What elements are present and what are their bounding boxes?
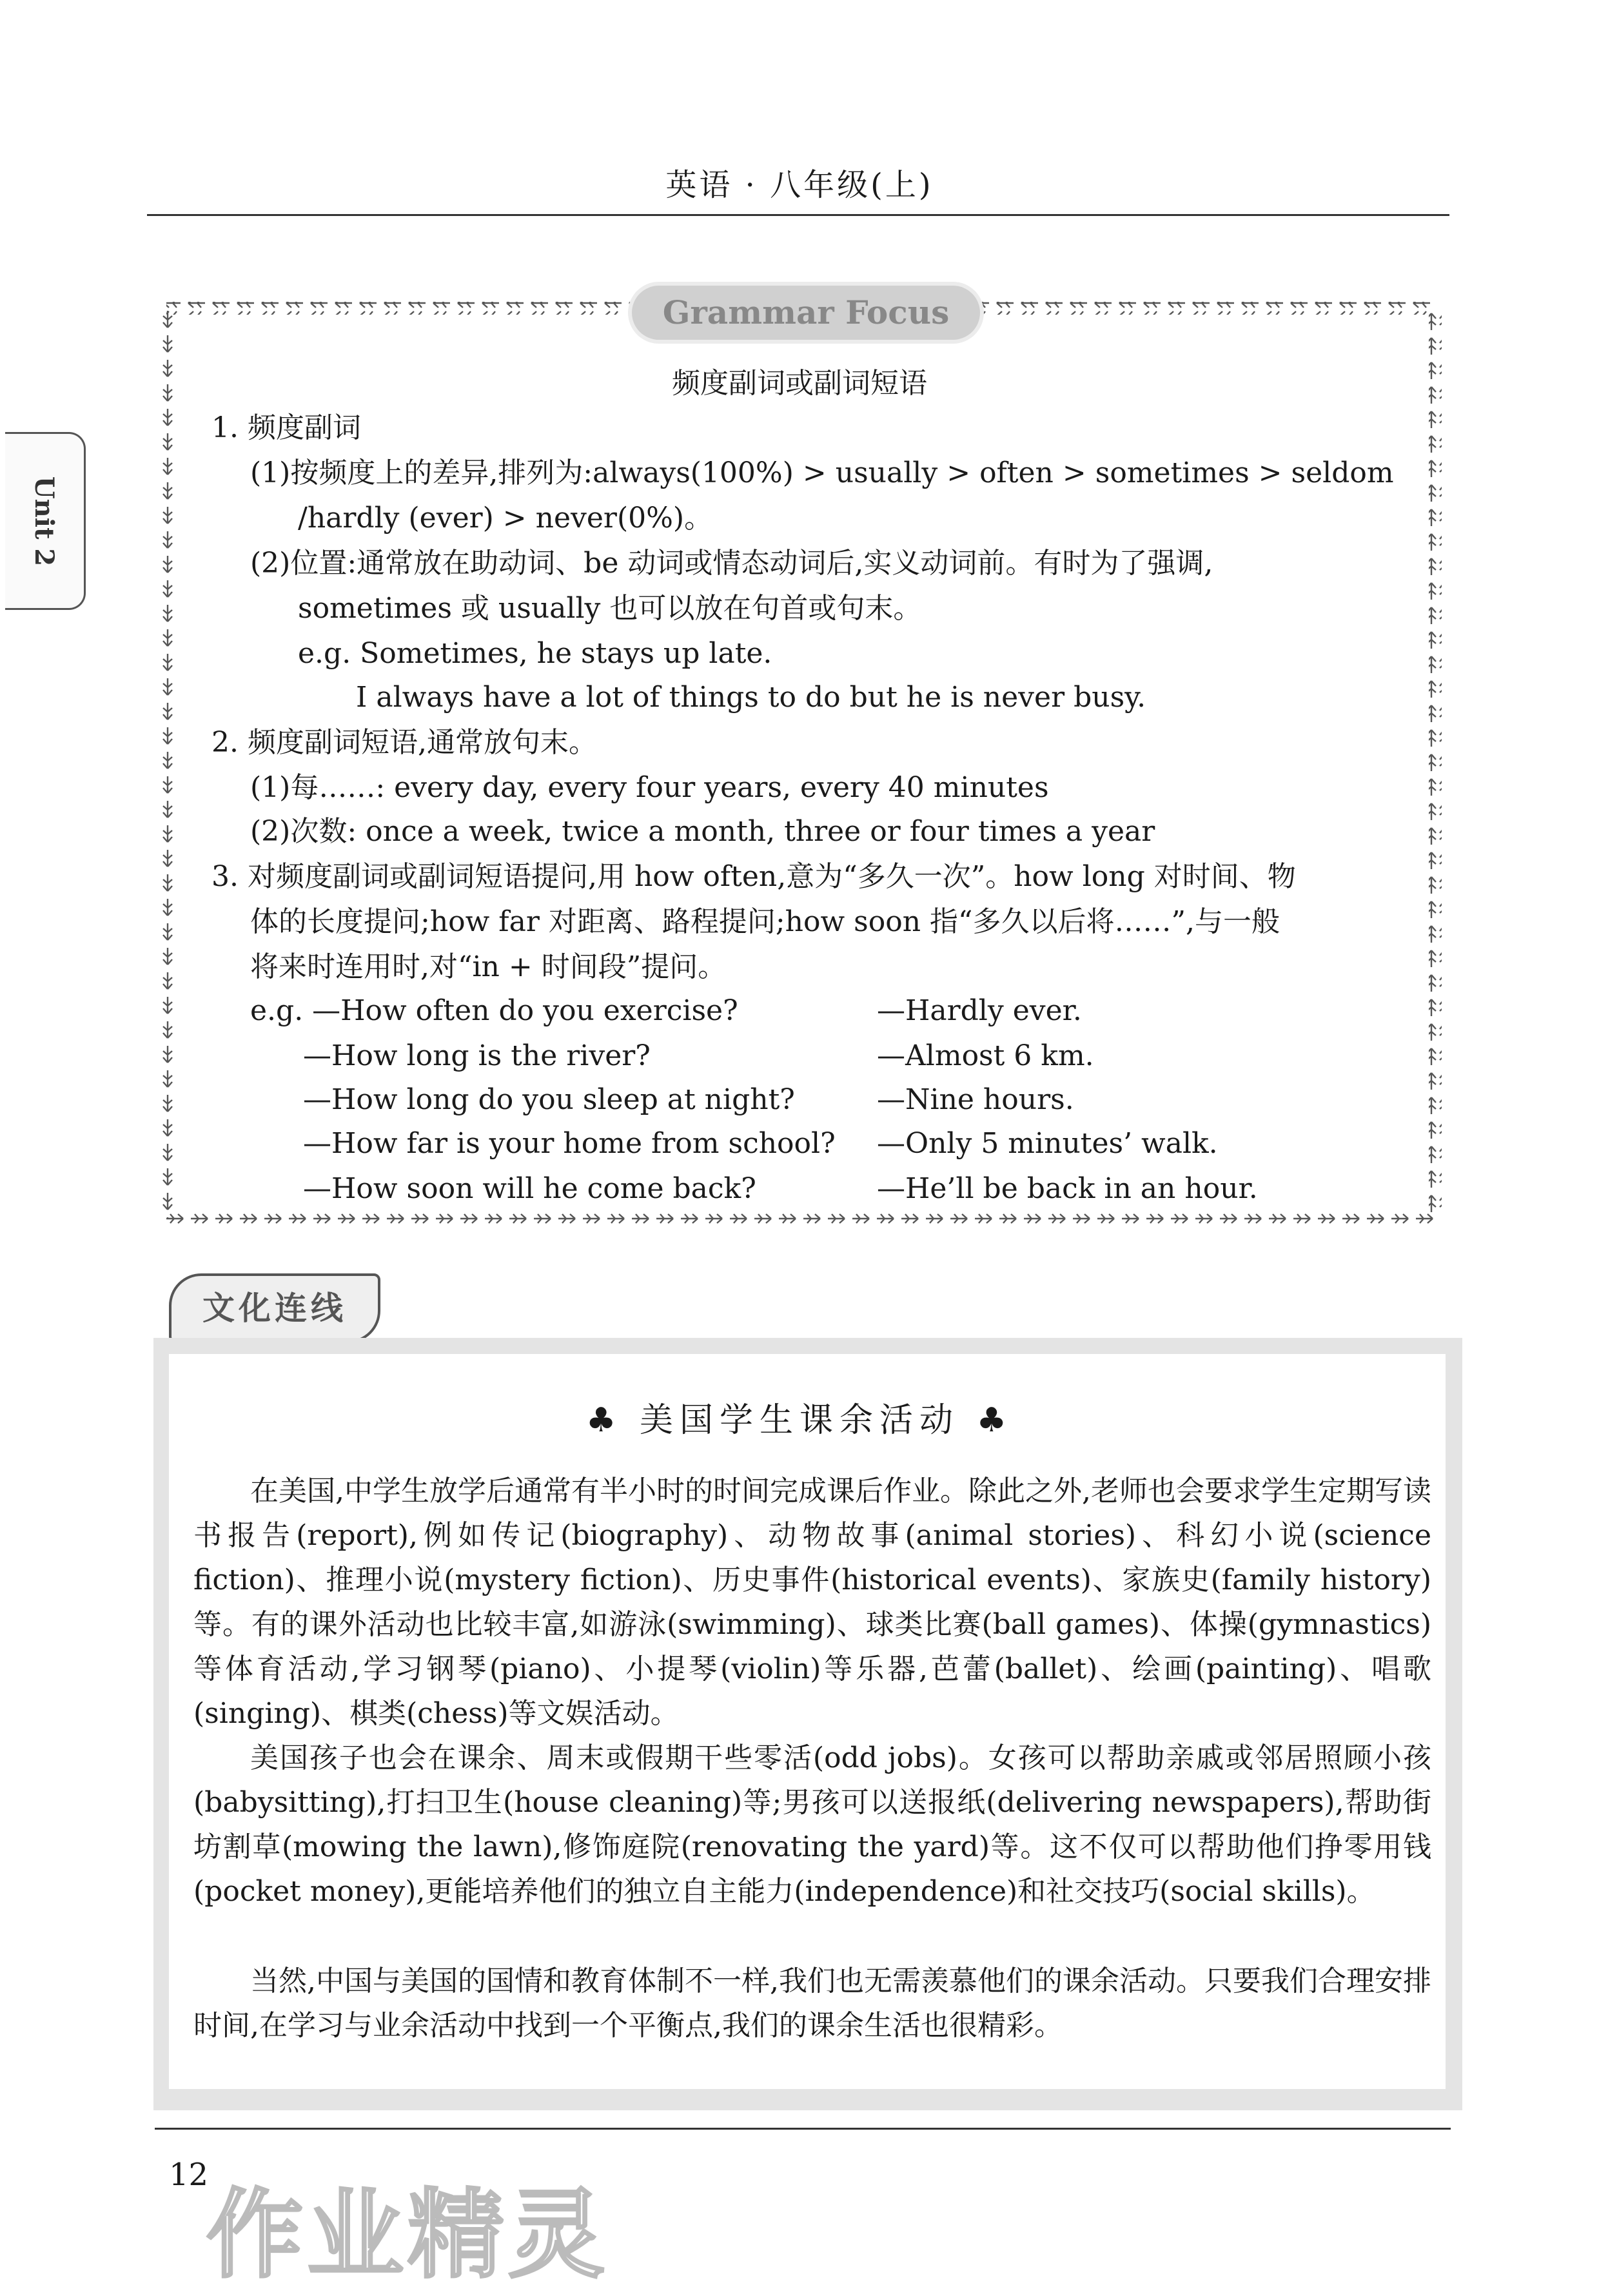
- grammar-focus-badge: Grammar Focus: [632, 286, 980, 340]
- example-question: —How far is your home from school?: [303, 1127, 836, 1160]
- grammar-line: (2)位置:通常放在助动词、be 动词或情态动词后,实义动词前。有时为了强调,: [250, 547, 1213, 580]
- footer-rule: [155, 2128, 1451, 2130]
- watermark: 作业精灵: [206, 2179, 609, 2291]
- grammar-line: 3. 对频度副词或副词短语提问,用 how often,意为“多久一次”。how long 对时间、物: [211, 860, 1296, 893]
- grammar-line: (2)次数: once a week, twice a month, three or four times a year: [250, 815, 1155, 848]
- example-answer: —Only 5 minutes’ walk.: [877, 1127, 1218, 1160]
- grammar-line: 1. 频度副词: [211, 411, 361, 444]
- culture-paragraph: 在美国,中学生放学后通常有半小时的时间完成课后作业。除此之外,老师也会要求学生定期写读书报告(report),例如传记(biography)、动物故事(animal stories)、科幻小说(science fiction)、推理小说(mystery fiction)、历史事件(historical events)、家族史(family history)等。有的课外活动也比较丰富,如游泳(swimming)、球类比赛(ball games)、体操(gymnastics)等体育活动,学习钢琴(piano)、小提琴(violin)等乐器,芭蕾(ballet)、绘画(painting)、唱歌(singing)、棋类(chess)等文娱活动。: [193, 1475, 1431, 1730]
- culture-title: ♣ 美国学生课余活动 ♣: [585, 1401, 1014, 1440]
- grammar-line: 将来时连用时,对“in + 时间段”提问。: [250, 950, 727, 983]
- unit-side-tab-label: Unit 2: [29, 476, 60, 566]
- example-answer: —Nine hours.: [877, 1083, 1074, 1116]
- example-answer: —He’ll be back in an hour.: [877, 1172, 1258, 1205]
- example-answer: —Almost 6 km.: [877, 1039, 1094, 1072]
- example-question: —How soon will he come back?: [303, 1172, 756, 1205]
- grammar-title: 频度副词或副词短语: [672, 367, 927, 400]
- grammar-line: 2. 频度副词短语,通常放句末。: [211, 726, 597, 759]
- grammar-line: (1)每……: every day, every four years, every 40 minutes: [250, 771, 1049, 804]
- grammar-line: I always have a lot of things to do but he is never busy.: [356, 681, 1146, 714]
- running-header: 英语 · 八年级(上): [665, 167, 934, 203]
- culture-paragraph: 当然,中国与美国的国情和教育体制不一样,我们也无需羡慕他们的课余活动。只要我们合理安排时间,在学习与业余活动中找到一个平衡点,我们的课余生活也很精彩。: [193, 1965, 1431, 2042]
- example-answer: —Hardly ever.: [877, 994, 1082, 1027]
- grammar-line: 体的长度提问;how far 对距离、路程提问;how soon 指“多久以后将……”,与一般: [250, 905, 1280, 938]
- culture-section-label: 文化连线: [169, 1273, 380, 1343]
- culture-paragraph: 美国孩子也会在课余、周末或假期干些零活(odd jobs)。女孩可以帮助亲戚或邻居照顾小孩(babysitting),打扫卫生(house cleaning)等;男孩可以送报纸(delivering newspapers),帮助街坊割草(mowing the lawn),修饰庭院(renovating the yard)等。这不仅可以帮助他们挣零用钱(pocket money),更能培养他们的独立自主能力(independence)和社交技巧(social skills)。: [193, 1742, 1431, 1908]
- example-question: —How long do you sleep at night?: [303, 1083, 795, 1116]
- grammar-line: sometimes 或 usually 也可以放在句首或句末。: [298, 592, 922, 625]
- example-question: e.g. —How often do you exercise?: [250, 994, 738, 1027]
- grammar-line: e.g. Sometimes, he stays up late.: [298, 637, 772, 670]
- page-number: 12: [169, 2157, 209, 2193]
- example-question: —How long is the river?: [303, 1039, 651, 1072]
- grammar-line: /hardly (ever) > never(0%)。: [298, 502, 713, 535]
- unit-side-tab: [5, 432, 86, 610]
- grammar-line: (1)按频度上的差异,排列为:always(100%) > usually > often > sometimes > seldom: [250, 456, 1394, 489]
- header-rule: [147, 214, 1449, 216]
